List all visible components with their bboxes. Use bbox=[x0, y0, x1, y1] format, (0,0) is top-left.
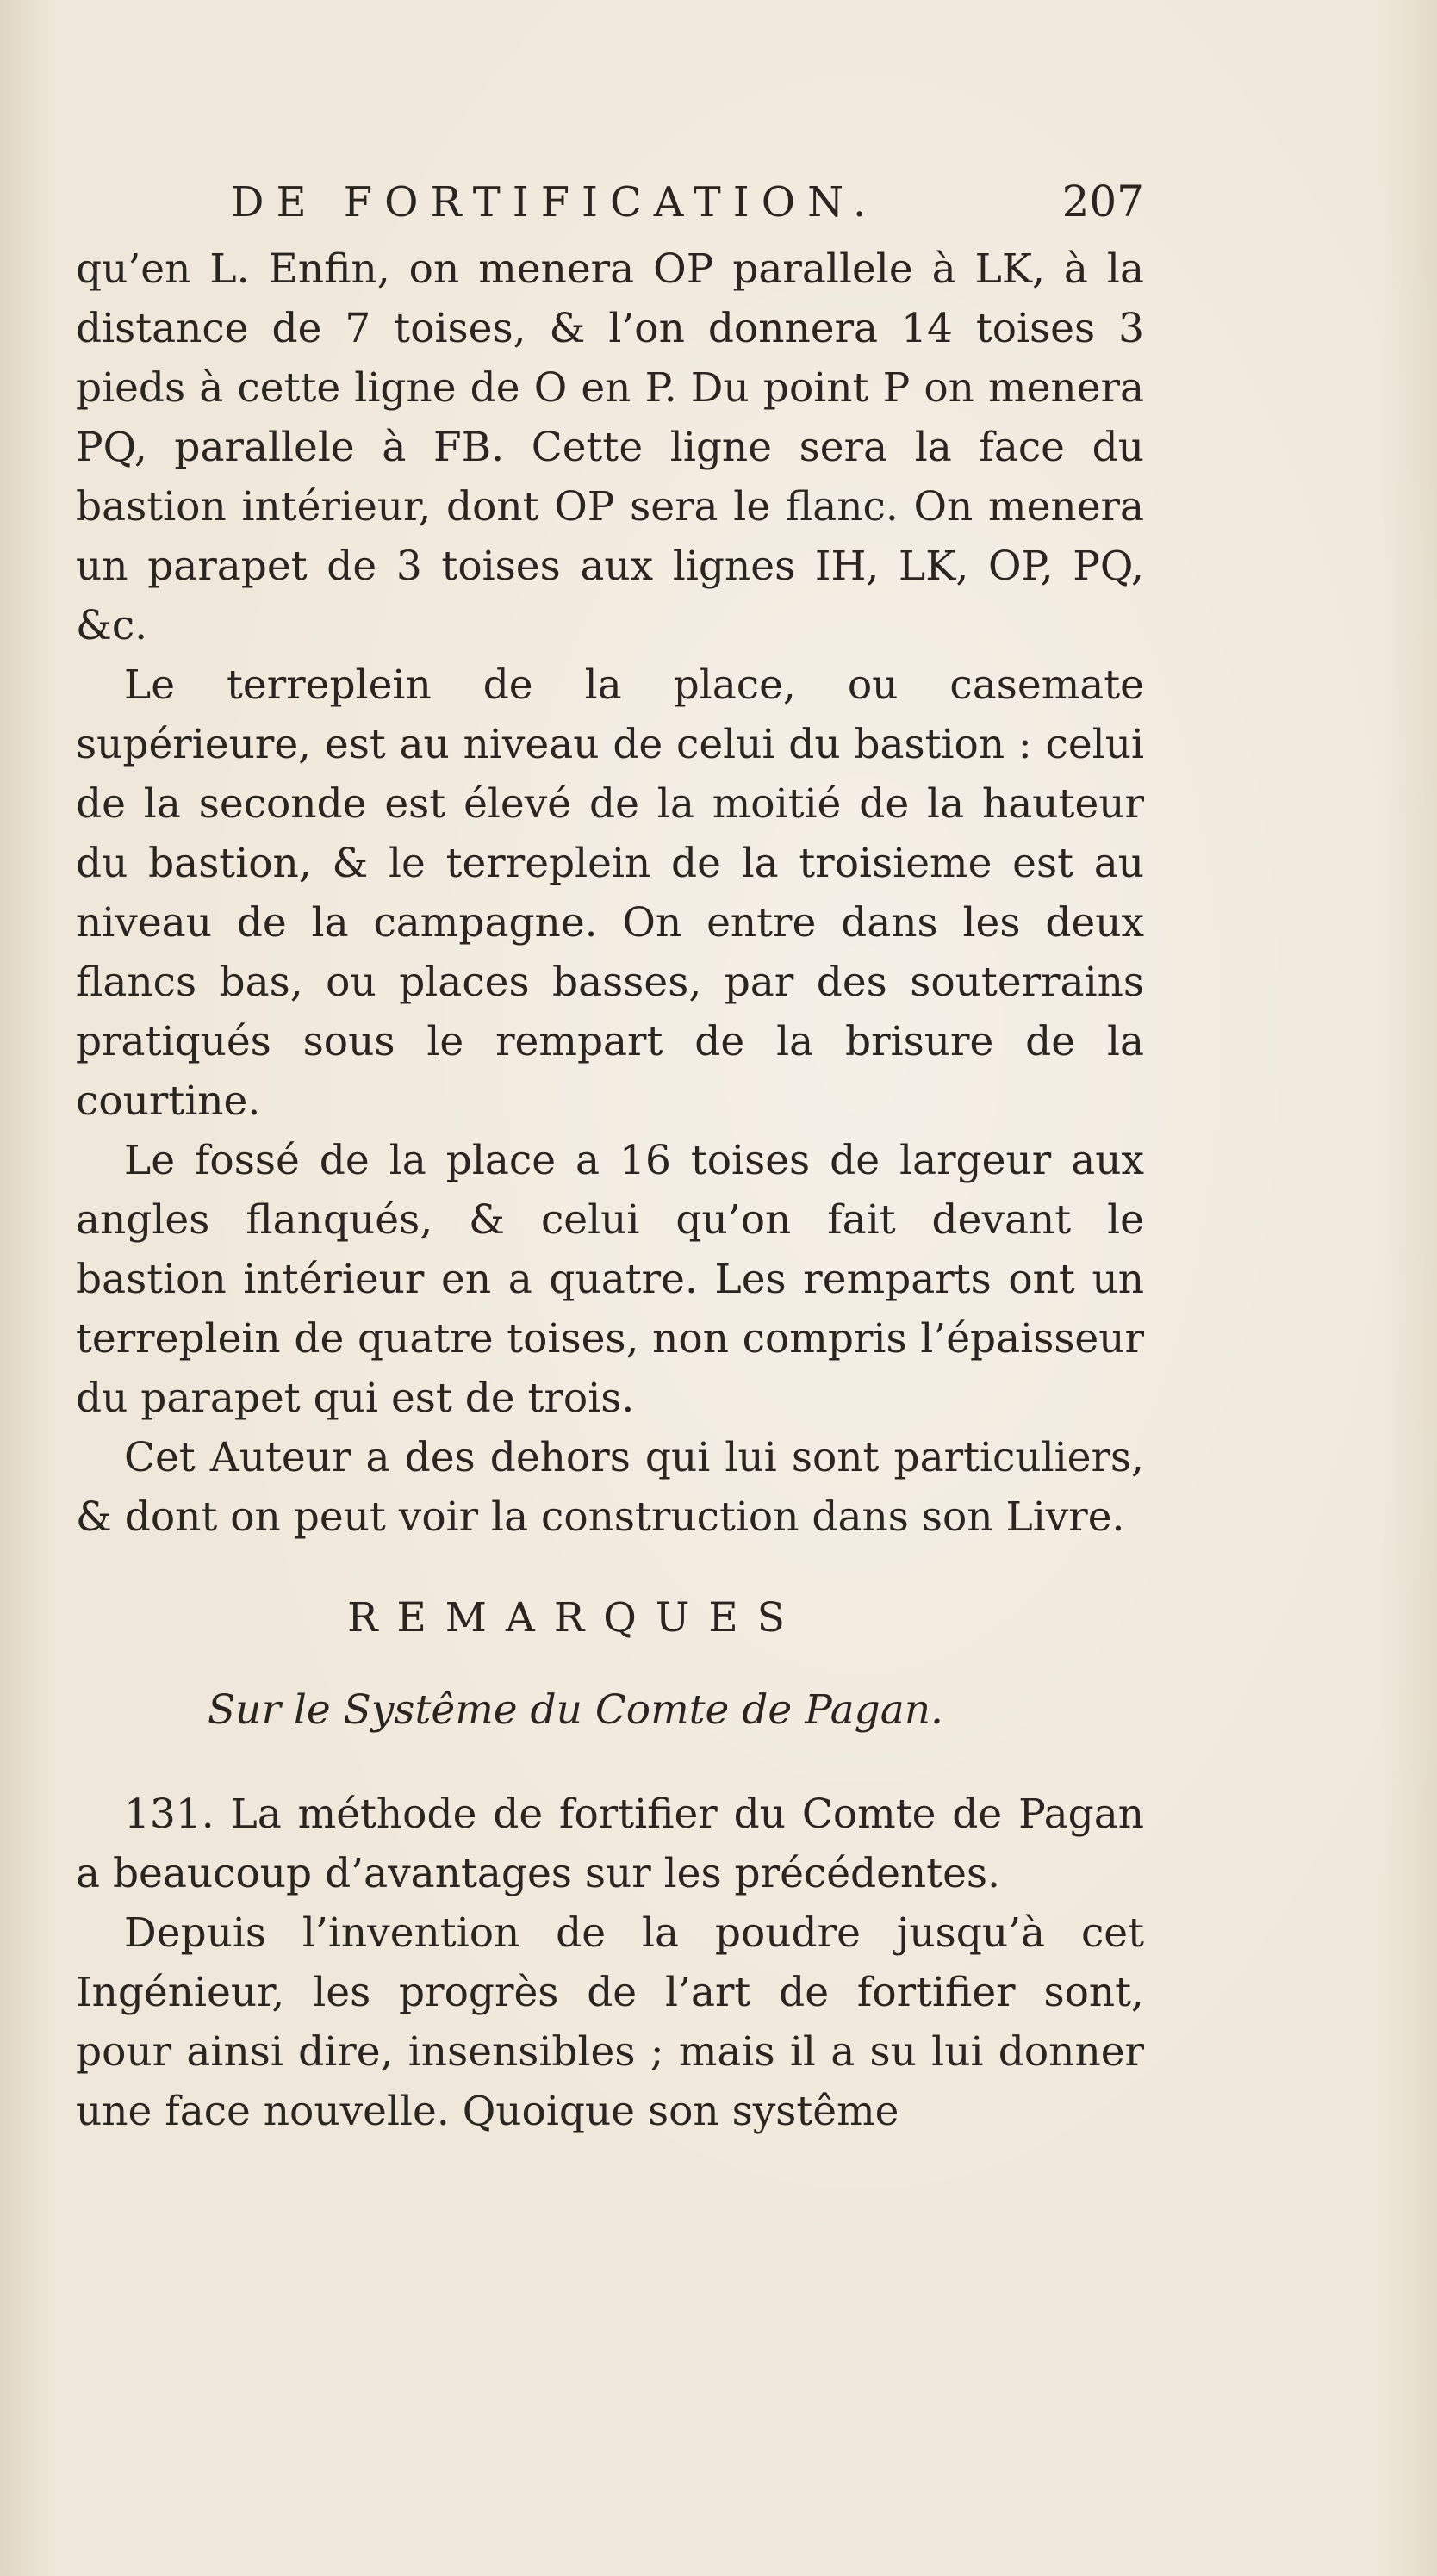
paragraph-1: qu’en L. Enfin, on menera OP parallele à LK, à la distance de 7 toises, & l’on donnera 14 toises 3 pieds à cette ligne de O en P. Du point P on menera PQ, parallele à FB. Cette ligne sera la face du bastion intérieur, dont OP sera le flanc. On menera un parapet de 3 toises aux lignes IH, LK, OP, PQ, &c. bbox=[76, 245, 1144, 649]
paragraph-2: Le terreplein de la place, ou casemate supérieure, est au niveau de celui du bastion : celui de la seconde est élevé de la moitié de la hauteur du bastion, & le terreplein de la troisieme est au niveau de la campagne. On entre dans les deux flancs bas, ou places basses, par des souterrains pratiqués sous le rempart de la brisure de la courtine. bbox=[76, 661, 1144, 1125]
running-title: DE FORTIFICATION. bbox=[231, 178, 879, 227]
running-head bbox=[76, 172, 1144, 236]
paragraph-6: Depuis l’invention de la poudre jusqu’à cet Ingénieur, les progrès de l’art de fortifier sont, pour ainsi dire, insensibles ; mais il a su lui donner une face nouvelle. Quoique son systême bbox=[76, 1909, 1144, 2135]
paragraph-3: Le fossé de la place a 16 toises de largeur aux angles flanqués, & celui qu’on fait devant le bastion intérieur en a quatre. Les remparts ont un terreplein de quatre toises, non compris l’épaisseur du parapet qui est de trois. bbox=[76, 1137, 1144, 1422]
page-number: 207 bbox=[1061, 177, 1144, 227]
section-heading: REMARQUES bbox=[347, 1594, 804, 1642]
paragraph-5: 131. La méthode de fortifier du Comte de Pagan a beaucoup d’avantages sur les précédentes. bbox=[76, 1791, 1144, 1897]
page-text bbox=[76, 172, 1144, 2141]
paragraph-4: Cet Auteur a des dehors qui lui sont particuliers, & dont on peut voir la construction dans son Livre. bbox=[76, 1434, 1144, 1541]
section-subheading: Sur le Systême du Comte de Pagan. bbox=[207, 1686, 943, 1734]
